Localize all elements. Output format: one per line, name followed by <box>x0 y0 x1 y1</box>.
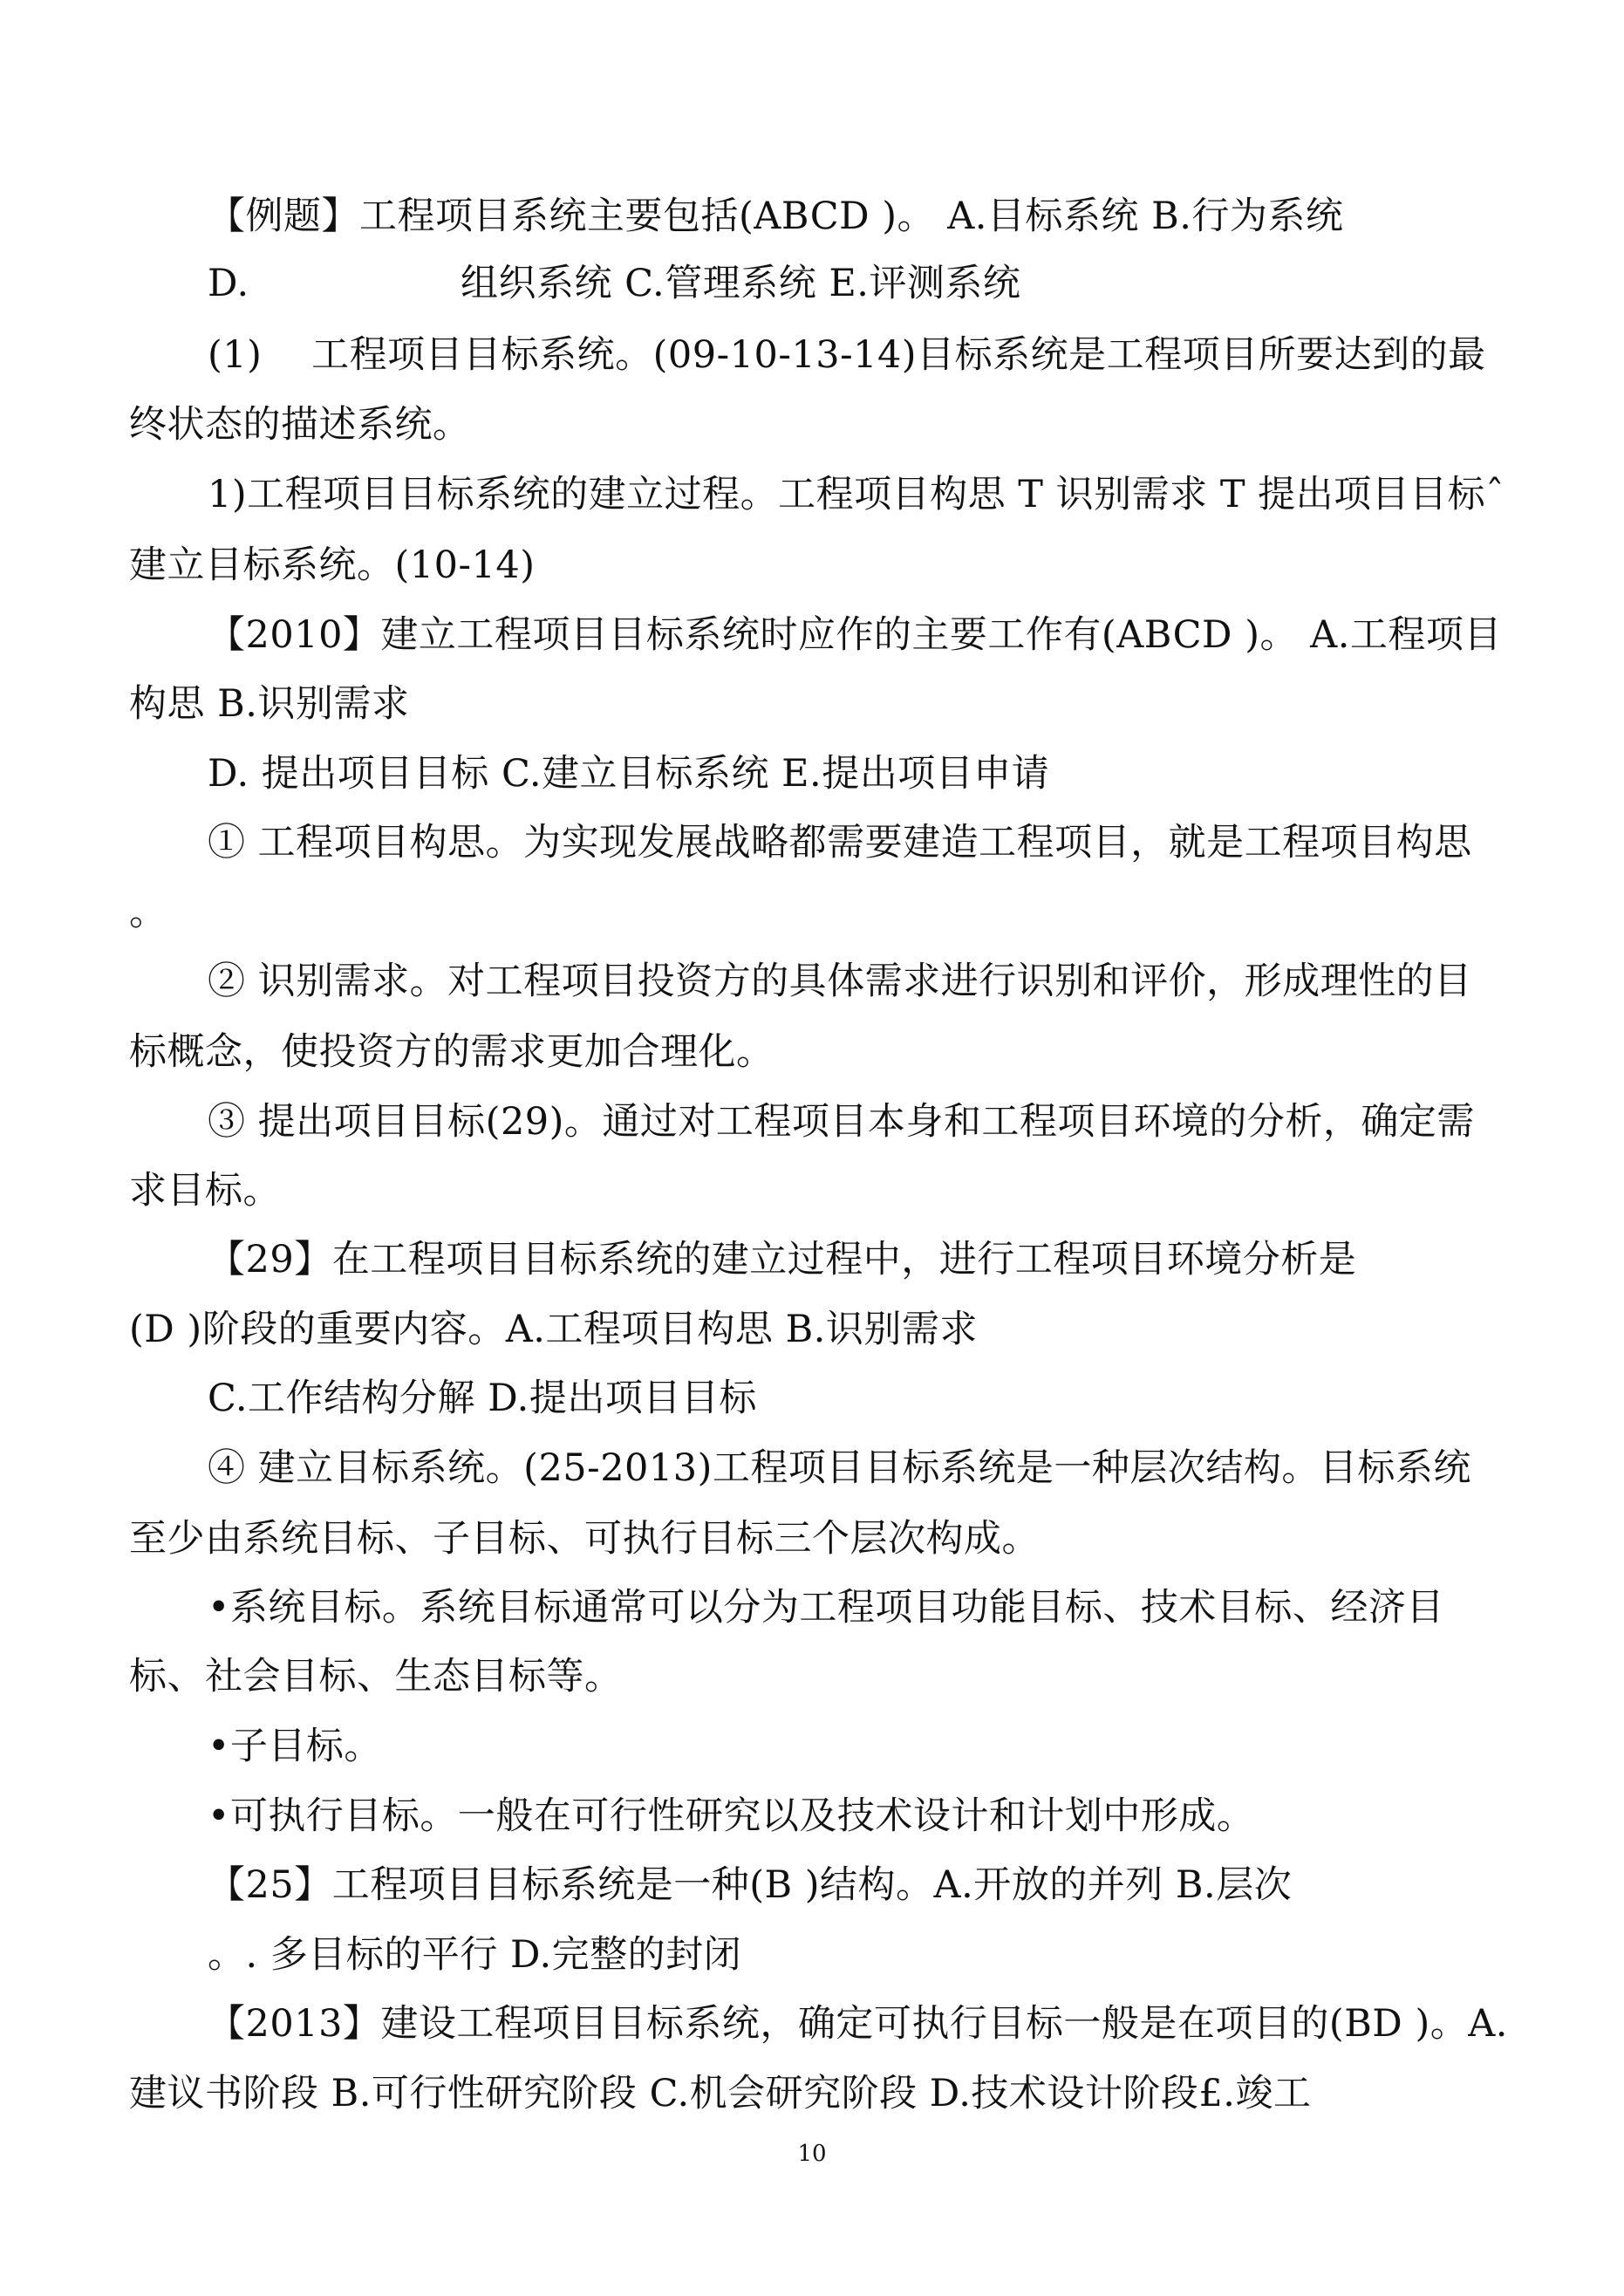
text-line: 标、社会目标、生态目标等。 <box>129 1655 623 1698</box>
text-line: 求目标。 <box>129 1169 281 1213</box>
text-line: ① 工程项目构思。为实现发展战略都需要建造工程项目，就是工程项目构思 <box>208 821 1472 864</box>
text-line: 组织系统 C.管理系统 E.评测系统 <box>461 262 1021 305</box>
text-line: 【29】在工程项目目标系统的建立过程中，进行工程项目环境分析是 <box>208 1238 1357 1281</box>
text-line: 建议书阶段 B.可行性研究阶段 C.机会研究阶段 D.技术设计阶段£.竣工 <box>129 2072 1312 2115</box>
text-line: ② 识别需求。对工程项目投资方的具体需求进行识别和评价，形成理性的目 <box>208 960 1472 1003</box>
text-line: 。. 多目标的平行 D.完整的封闭 <box>208 1933 742 1977</box>
text-line: 【例题】工程项目系统主要包括(ABCD )。 A.目标系统 B.行为系统 <box>208 195 1344 238</box>
text-line: 【25】工程项目目标系统是一种(B )结构。A.开放的并列 B.层次 <box>208 1863 1293 1907</box>
text-line: •可执行目标。一般在可行性研究以及技术设计和计划中形成。 <box>208 1794 1255 1838</box>
text-line: D. <box>208 262 249 305</box>
text-line: 终状态的描述系统。 <box>129 403 471 447</box>
text-line: 【2010】建立工程项目目标系统时应作的主要工作有(ABCD )。 A.工程项目 <box>208 613 1502 657</box>
text-line: 【2013】建设工程项目目标系统，确定可执行目标一般是在项目的(BD )。A. <box>208 2002 1508 2046</box>
text-line: (1) 工程项目目标系统。(09-10-13-14)目标系统是工程项目所要达到的最 <box>208 333 1486 377</box>
text-line: •系统目标。系统目标通常可以分为工程项目功能目标、技术目标、经济目 <box>208 1586 1444 1630</box>
text-line: 至少由系统目标、子目标、可执行目标三个层次构成。 <box>129 1517 1040 1561</box>
page-number: 10 <box>797 2141 827 2167</box>
text-line: 构思 B.识别需求 <box>129 682 410 726</box>
text-line: 建立目标系统。(10-14) <box>129 543 536 587</box>
text-line: •子目标。 <box>208 1725 382 1768</box>
text-line: ③ 提出项目目标(29)。通过对工程项目本身和工程项目环境的分析，确定需 <box>208 1100 1475 1144</box>
text-line: 标概念，使投资方的需求更加合理化。 <box>129 1030 774 1074</box>
text-line: D. 提出项目目标 C.建立目标系统 E.提出项目申请 <box>208 752 1050 796</box>
text-line: 。 <box>129 891 167 934</box>
text-line: (D )阶段的重要内容。A.工程项目构思 B.识别需求 <box>129 1308 978 1351</box>
text-line: 1)工程项目目标系统的建立过程。工程项目构思 T 识别需求 T 提出项目目标ˆ <box>208 473 1505 516</box>
text-line: ④ 建立目标系统。(25-2013)工程项目目标系统是一种层次结构。目标系统 <box>208 1446 1471 1490</box>
text-line: C.工作结构分解 D.提出项目目标 <box>208 1377 757 1420</box>
